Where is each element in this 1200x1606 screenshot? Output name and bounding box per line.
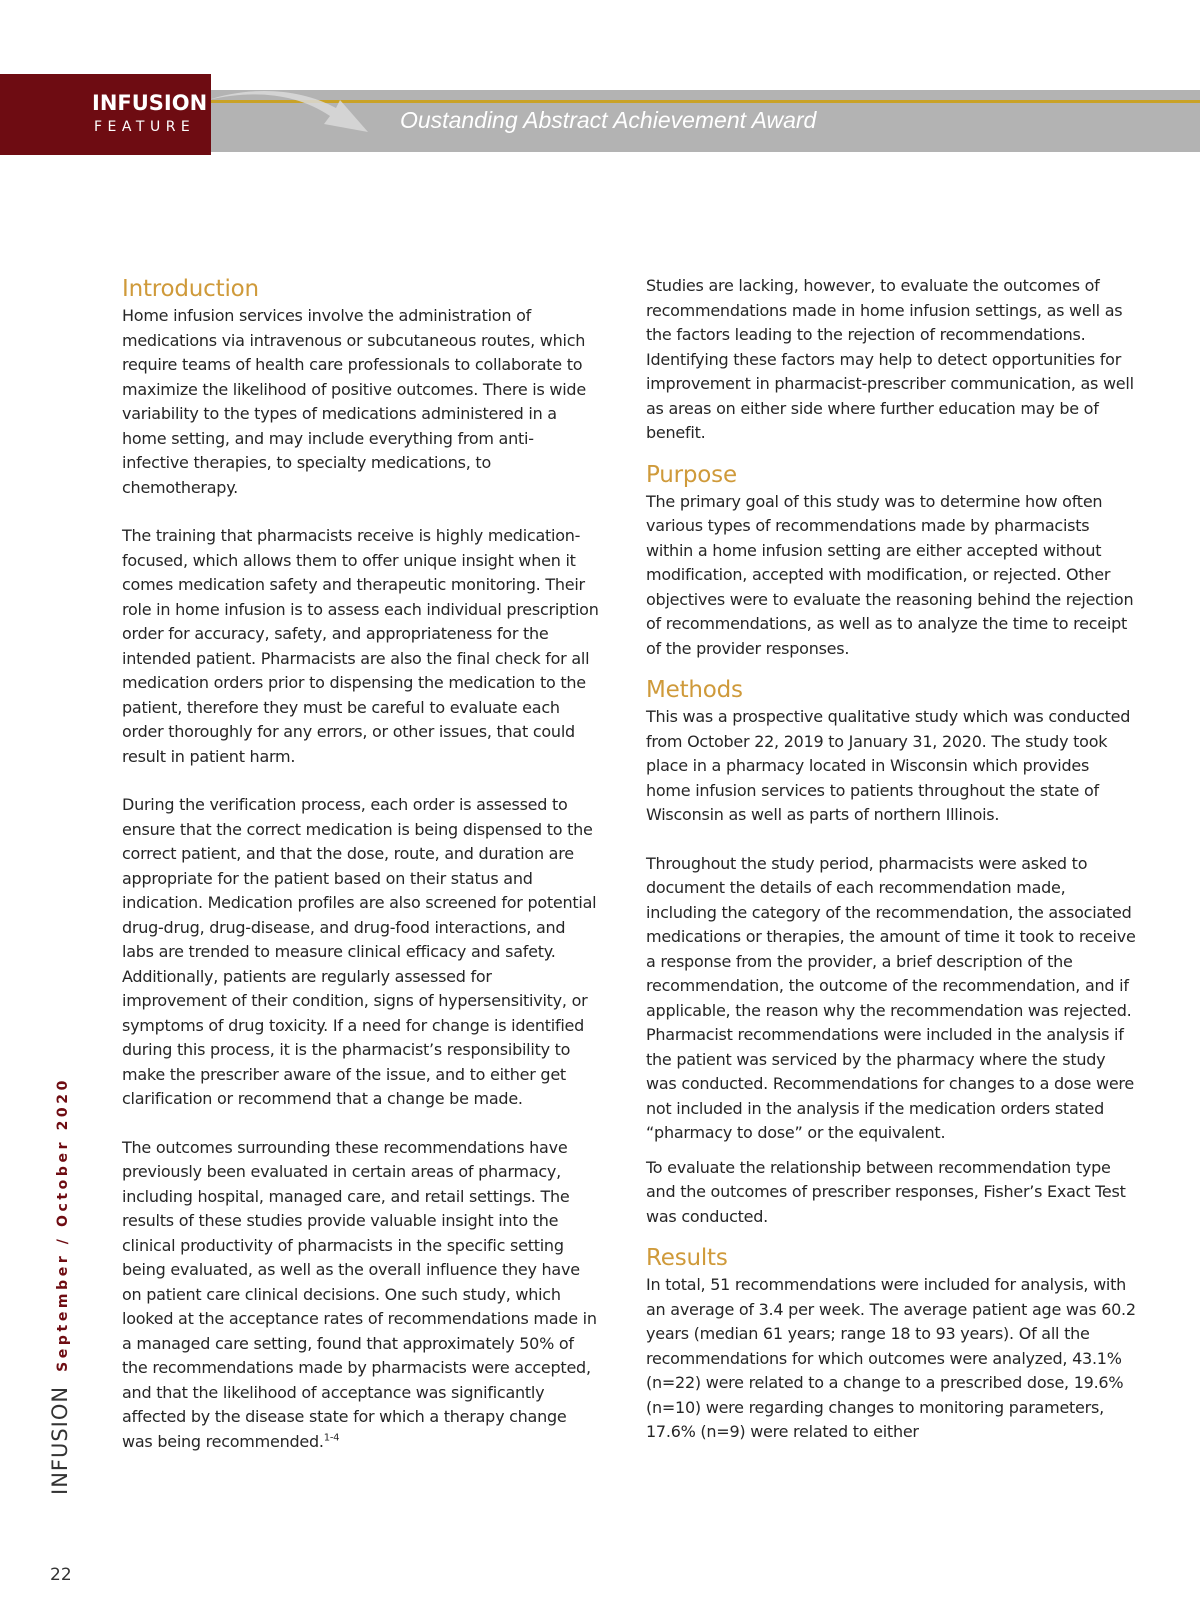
results-paragraph: In total, 51 recommendations were included for analysis, with an average of 3.4 per week. The average patient age was 60.2 years (median 61 years; range 18 to 93 years). Of all the recommendations for which outcomes were analyzed, 43.1% (n=22) were related to a change to a prescribed dose, 19.6% (n=10) were regarding changes to monitoring parameters, 17.6% (n=9) were related to either xyxy=(646,1275,1136,1441)
right-column xyxy=(646,274,1136,1445)
side-magazine-name: INFUSION xyxy=(48,1385,72,1495)
brand-logo: INFUSION xyxy=(92,91,208,115)
arrow-icon xyxy=(200,88,380,148)
left-column xyxy=(122,274,600,1454)
intro-paragraph-4-text: The outcomes surrounding these recommendations have previously been evaluated in certain areas of pharmacy, including hospital, managed care, and retail settings. The results of these studies provide valuable insight into the clinical productivity of pharmacists in the specific setting being evaluated, as well as the overall influence they have on patient care clinical decisions. One such study, which looked at the acceptance rates of recommendations made in a managed care setting, found that approximately 50% of the recommendations made by pharmacists were accepted, and that the likelihood of acceptance was significantly affected by the disease state for which a therapy change was being recommended. xyxy=(122,1137,597,1451)
intro-paragraph-2: The training that pharmacists receive is highly medication-focused, which allows them to offer unique insight when it comes medication safety and therapeutic monitoring. Their role in home infusion is to assess each individual prescription order for accuracy, safety, and appropriateness for the intended patient. Pharmacists are also the final check for all medication orders prior to dispensing the medication to the patient, therefore they must be careful to evaluate each order thoroughly for any errors, or other issues, that could result in patient harm. xyxy=(122,526,599,766)
purpose-paragraph: The primary goal of this study was to determine how often various types of recommendations made by pharmacists within a home infusion setting are either accepted without modification, accepted with modification, or rejected. Other objectives were to evaluate the reasoning behind the rejection of recommendations, as well as to analyze the time to receipt of the provider responses. xyxy=(646,491,1134,658)
results-heading: Results xyxy=(646,1245,728,1271)
methods-paragraph-2: Throughout the study period, pharmacists were asked to document the details of each recommendation made, including the category of the recommendation, the associated medications or therapies, the amount of time it took to receive a response from the provider, a brief description of the recommendation, the outcome of the recommendation, and if applicable, the reason why the recommendation was rejected. Pharmacist recommendations were included in the analysis if the patient was serviced by the pharmacy where the study was conducted. Recommendations for changes to a dose were not included in the analysis if the medication orders stated “pharmacy to dose” or the equivalent. xyxy=(646,853,1136,1142)
side-label xyxy=(48,1077,72,1495)
intro-paragraph-4 xyxy=(122,1136,600,1455)
side-issue-date: September / October 2020 xyxy=(55,1077,71,1372)
reference-superscript: 1-4 xyxy=(323,1432,340,1444)
methods-paragraph-3: To evaluate the relationship between recommendation type and the outcomes of prescriber responses, Fisher’s Exact Test was conducted. xyxy=(646,1157,1126,1226)
intro-paragraph-3: During the verification process, each order is assessed to ensure that the correct medication is being dispensed to the correct patient, and that the dose, route, and duration are appropriate for the patient based on their status and indication. Medication profiles are also screened for potential drug-drug, drug-disease, and drug-food interactions, and labs are trended to measure clinical efficacy and safety. Additionally, patients are regularly assessed for improvement of their condition, signs of hypersensitivity, or symptoms of drug toxicity. If a need for change is identified during this process, it is the pharmacist’s responsibility to make the prescriber aware of the issue, and to either get clarification or recommend that a change be made. xyxy=(122,795,597,1108)
purpose-heading: Purpose xyxy=(646,461,737,488)
intro-paragraph-1: Home infusion services involve the administration of medications via intravenous or subcutaneous routes, which require teams of health care professionals to collaborate to maximize the likelihood of positive outcomes. There is wide variability to the types of medications administered in a home setting, and may include everything from anti-infective therapies, to specialty medications, to chemotherapy. xyxy=(122,306,586,497)
introduction-heading: Introduction xyxy=(122,276,259,302)
methods-paragraph-1: This was a prospective qualitative study which was conducted from October 22, 2019 to January 31, 2020. The study took place in a pharmacy located in Wisconsin which provides home infusion services to patients throughout the state of Wisconsin as well as parts of northern Illinois. xyxy=(646,707,1131,824)
page-title: Oustanding Abstract Achievement Award xyxy=(400,107,817,133)
brand-subtitle: FEATURE xyxy=(94,119,196,135)
studies-paragraph: Studies are lacking, however, to evaluate the outcomes of recommendations made in home infusion settings, as well as the factors leading to the rejection of recommendations. Identifying these factors may help to detect opportunities for improvement in pharmacist-prescriber communication, as well as areas on either side where further education may be of benefit. xyxy=(646,276,1134,442)
methods-heading: Methods xyxy=(646,677,743,703)
page-number: 22 xyxy=(50,1565,72,1585)
